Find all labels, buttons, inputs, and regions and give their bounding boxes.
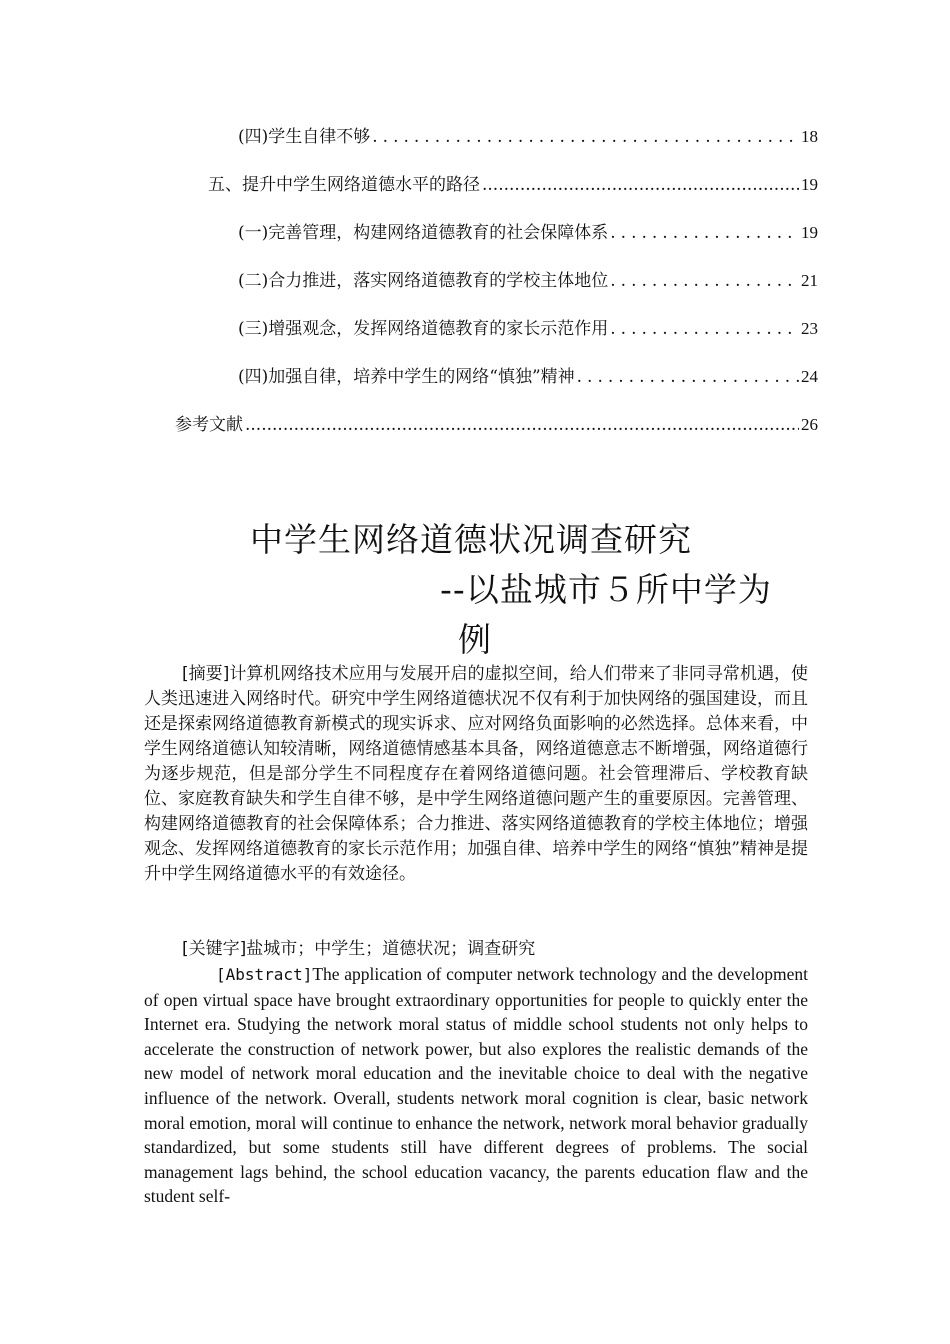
toc-entry-title: 参考文献 [175, 415, 243, 435]
paper-subtitle-line1: --以盐城市５所中学为 [440, 570, 772, 609]
paper-title: 中学生网络道德状况调查研究 [250, 520, 692, 559]
paper-subtitle-line2: 例 [458, 620, 492, 659]
abstract-label: [Abstract] [216, 965, 313, 984]
toc-leader-dots [610, 222, 799, 244]
toc-entry-page: 23 [801, 319, 818, 338]
keywords-text: 盐城市；中学生；道德状况；调查研究 [246, 939, 536, 959]
toc-entry-page: 19 [801, 175, 818, 194]
toc-entry [208, 174, 818, 196]
toc-entry-title: 五、提升中学生网络道德水平的路径 [208, 175, 480, 195]
toc-entry [238, 222, 818, 244]
toc-entry-title: (四)学生自律不够 [238, 127, 371, 147]
toc-entry-page: 18 [801, 127, 818, 146]
toc-leader-dots [245, 414, 799, 436]
toc-entry-page: 21 [801, 271, 818, 290]
toc-entry [238, 270, 818, 292]
toc-entry [238, 126, 818, 148]
summary-paragraph [144, 662, 808, 887]
summary-text: 计算机网络技术应用与发展开启的虚拟空间，给人们带来了非同寻常机遇，使人类迅速进入网络时代。研究中学生网络道德状况不仅有利于加快网络的强国建设，而且还是探索网络道德教育新模式的现实诉求、应对网络负面影响的必然选择。总体来看，中学生网络道德认知较清晰，网络道德情感基本具备，网络道德意志不断增强，网络道德行为逐步规范，但是部分学生不同程度存在着网络道德问题。社会管理滞后、学校教育缺位、家庭教育缺失和学生自律不够，是中学生网络道德问题产生的重要原因。完善管理、构建网络道德教育的社会保障体系；合力推进、落实网络道德教育的学校主体地位；增强观念、发挥网络道德教育的家长示范作用；加强自律、培养中学生的网络“慎独”精神是提升中学生网络道德水平的有效途径。 [144, 664, 809, 884]
toc-entry [238, 366, 818, 388]
toc-leader-dots [482, 174, 799, 196]
toc-entry-title: (四)加强自律，培养中学生的网络“慎独”精神 [238, 367, 575, 387]
summary-label: [摘要] [182, 664, 230, 684]
toc-leader-dots [372, 126, 799, 148]
toc-entry-page: 24 [801, 367, 818, 386]
toc-entry-page: 26 [801, 415, 818, 434]
keywords-paragraph [144, 937, 808, 962]
abstract-paragraph [144, 962, 808, 1209]
toc-entry-title: (三)增强观念，发挥网络道德教育的家长示范作用 [238, 319, 609, 339]
toc-entry [238, 318, 818, 340]
toc-entry-title: (一)完善管理，构建网络道德教育的社会保障体系 [238, 223, 609, 243]
toc-entry [175, 414, 818, 436]
keywords-label: [关键字] [182, 939, 247, 959]
toc-leader-dots [577, 366, 799, 388]
toc-entry-page: 19 [801, 223, 818, 242]
abstract-text: The application of computer network technology and the development of open virtual space have brought extraordinary opportunities for people to quickly enter the Internet era. Studying the network moral status of middle school students not only helps to accelerate the construction of network power, but also explores the realistic demands of the new model of network moral education and the inevitable choice to deal with the negative influence of the network. Overall, students network moral cognition is clear, basic network moral emotion, moral will continue to enhance the network, network moral behavior gradually standardized, but some students still have different degrees of problems. The social management lags behind, the school education vacancy, the parents education flaw and the student self- [144, 964, 808, 1207]
toc-entry-title: (二)合力推进，落实网络道德教育的学校主体地位 [238, 271, 609, 291]
toc-leader-dots [610, 318, 799, 340]
toc-leader-dots [610, 270, 799, 292]
